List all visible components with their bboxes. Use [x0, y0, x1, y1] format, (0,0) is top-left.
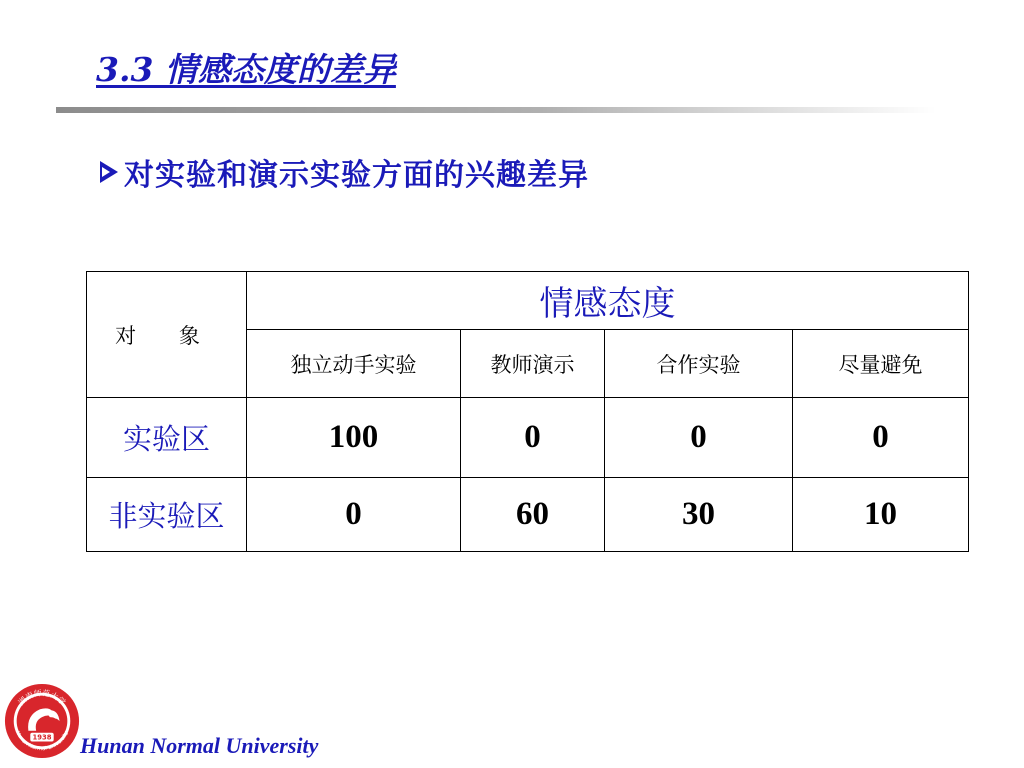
value-cell [461, 478, 605, 552]
value-cell [793, 398, 969, 478]
column-header-label: 合作实验 [656, 352, 741, 377]
value: 0 [690, 419, 707, 455]
table-header-row [87, 272, 969, 330]
logo-text: 湖南师范大学 [16, 688, 68, 708]
bullet-point [100, 150, 589, 194]
row-label-cell [87, 398, 247, 478]
value: 60 [516, 496, 549, 532]
table-row [87, 478, 969, 552]
value-cell [461, 398, 605, 478]
value: 0 [345, 496, 362, 532]
value: 0 [872, 419, 889, 455]
value-cell [605, 398, 793, 478]
value: 100 [328, 419, 379, 455]
bullet-text: 对实验和演示实验方面的兴趣差异 [124, 158, 589, 193]
value-cell [793, 478, 969, 552]
column-header [461, 330, 605, 398]
university-name: Hunan Normal University [80, 733, 319, 758]
value-cell [247, 398, 461, 478]
value: 10 [864, 496, 897, 532]
value-cell [605, 478, 793, 552]
object-header-cell [87, 272, 247, 398]
table-row [87, 398, 969, 478]
column-header [793, 330, 969, 398]
column-header [605, 330, 793, 398]
row-label-cell [87, 478, 247, 552]
slide-title: 3.3 情感态度的差异 [96, 50, 396, 89]
arrow-bullet-icon [100, 161, 118, 183]
logo-text-en: Hunan Normal University [14, 730, 70, 753]
group-header-label: 情感态度 [539, 284, 676, 324]
group-header-cell [247, 272, 969, 330]
column-header [247, 330, 461, 398]
attitude-table [86, 271, 969, 552]
value: 0 [524, 419, 541, 455]
row-label: 实验区 [122, 422, 210, 456]
column-header-label: 教师演示 [490, 352, 575, 377]
column-header-label: 尽量避免 [838, 352, 923, 377]
column-header-label: 独立动手实验 [290, 352, 417, 377]
title-divider [56, 107, 936, 113]
value-cell [247, 478, 461, 552]
object-header-label: 对 象 [115, 323, 218, 348]
logo-year: 1938 [32, 733, 52, 742]
value: 30 [682, 496, 715, 532]
university-logo-icon [3, 682, 81, 760]
row-label: 非实验区 [108, 499, 225, 533]
